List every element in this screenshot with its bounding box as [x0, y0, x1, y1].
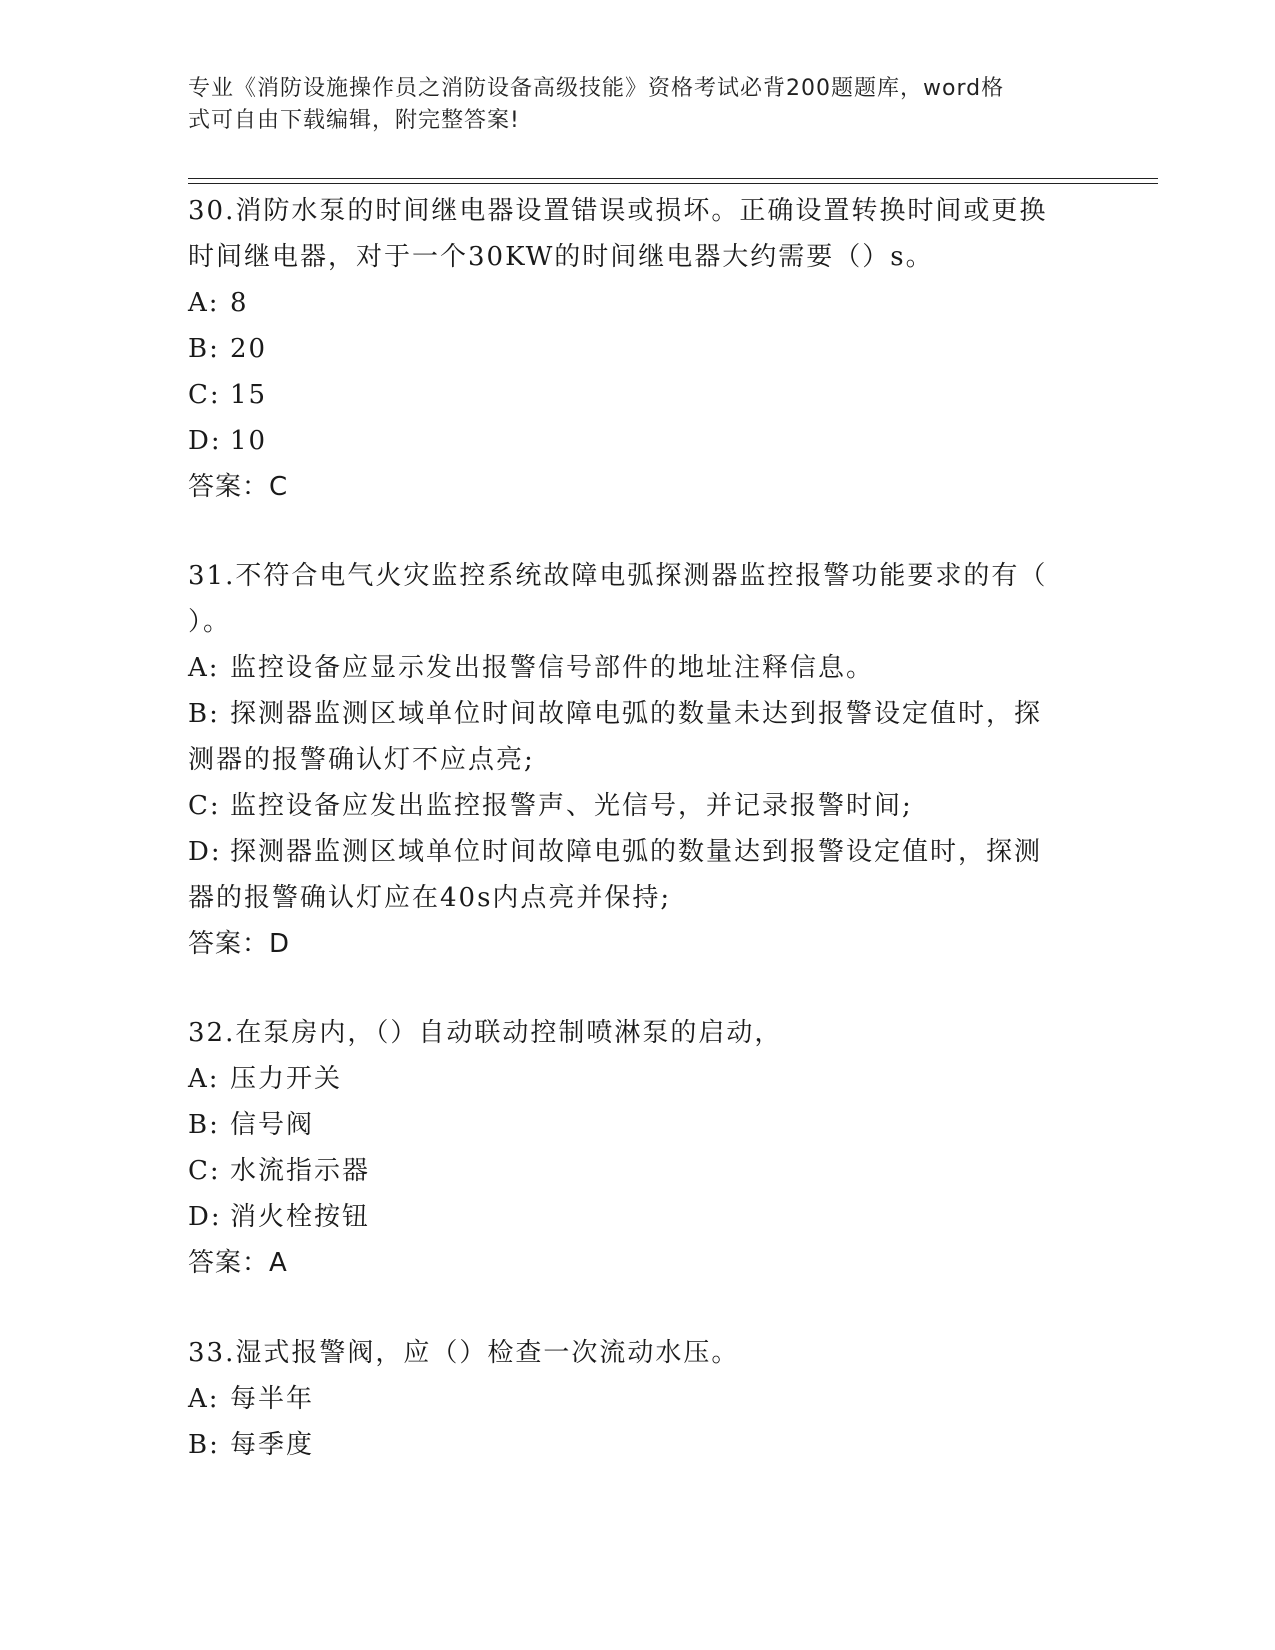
option-d [188, 1194, 1088, 1240]
option-text: 探测器监测区域单位时间故障电弧的数量未达到报警设定值时，探 [230, 699, 1043, 729]
option-text: 探测器监测区域单位时间故障电弧的数量达到报警设定值时，探测 [230, 837, 1043, 867]
option-letter: C: [188, 380, 221, 410]
question-30 [188, 188, 1088, 510]
option-letter: A: [188, 653, 220, 683]
question-33 [188, 1330, 1088, 1468]
question-stem-line: 31.不符合电气火灾监控系统故障电弧探测器监控报警功能要求的有（ [188, 561, 1048, 591]
header-line-1: 专业《消防设施操作员之消防设备高级技能》资格考试必背200题题库，word格 [188, 76, 1005, 101]
option-c [188, 1148, 1088, 1194]
option-letter: C: [188, 791, 221, 821]
question-32 [188, 1010, 1088, 1286]
option-b-continued: 测器的报警确认灯不应点亮; [188, 745, 535, 775]
option-text: 信号阀 [230, 1110, 315, 1140]
header-divider-top [188, 178, 1158, 179]
option-text: 20 [230, 334, 268, 364]
option-letter: B: [188, 699, 220, 729]
question-stem-line: ）。 [188, 607, 232, 637]
option-a [188, 645, 1088, 691]
question-stem-line: 33.湿式报警阀，应（）检查一次流动水压。 [188, 1338, 740, 1368]
question-stem-line: 时间继电器，对于一个30KW的时间继电器大约需要（）s。 [188, 242, 934, 272]
document-page [188, 0, 1158, 1650]
option-text: 消火栓按钮 [230, 1202, 371, 1232]
option-text: 每季度 [230, 1430, 315, 1460]
answer-line: 答案：A [188, 1248, 288, 1278]
option-b [188, 691, 1088, 737]
option-d [188, 829, 1088, 875]
document-header [188, 73, 1068, 137]
option-text: 15 [230, 380, 268, 410]
answer-line: 答案：C [188, 472, 289, 502]
option-letter: D: [188, 1202, 222, 1232]
header-line-2: 式可自由下载编辑，附完整答案! [188, 108, 520, 133]
question-31 [188, 553, 1088, 967]
option-text: 水流指示器 [230, 1156, 371, 1186]
option-a [188, 1376, 1088, 1422]
option-letter: A: [188, 1384, 220, 1414]
option-c [188, 372, 1088, 418]
header-divider-bottom [188, 183, 1158, 184]
option-d-continued: 器的报警确认灯应在40s内点亮并保持; [188, 883, 672, 913]
option-text: 监控设备应显示发出报警信号部件的地址注释信息。 [230, 653, 875, 683]
option-letter: D: [188, 837, 222, 867]
option-text: 监控设备应发出监控报警声、光信号，并记录报警时间; [230, 791, 913, 821]
option-letter: D: [188, 426, 222, 456]
option-text: 每半年 [230, 1384, 315, 1414]
answer-line: 答案：D [188, 929, 291, 959]
option-b [188, 1422, 1088, 1468]
option-b [188, 326, 1088, 372]
option-text: 压力开关 [230, 1064, 343, 1094]
option-d [188, 418, 1088, 464]
option-letter: C: [188, 1156, 221, 1186]
option-letter: B: [188, 334, 220, 364]
option-a [188, 280, 1088, 326]
option-text: 8 [230, 288, 249, 318]
option-text: 10 [230, 426, 268, 456]
question-stem-line: 32.在泵房内，（）自动联动控制喷淋泵的启动， [188, 1018, 783, 1048]
option-b [188, 1102, 1088, 1148]
question-stem-line: 30.消防水泵的时间继电器设置错误或损坏。正确设置转换时间或更换 [188, 196, 1048, 226]
option-letter: A: [188, 1064, 220, 1094]
option-letter: A: [188, 288, 220, 318]
option-a [188, 1056, 1088, 1102]
option-c [188, 783, 1088, 829]
option-letter: B: [188, 1110, 220, 1140]
option-letter: B: [188, 1430, 220, 1460]
